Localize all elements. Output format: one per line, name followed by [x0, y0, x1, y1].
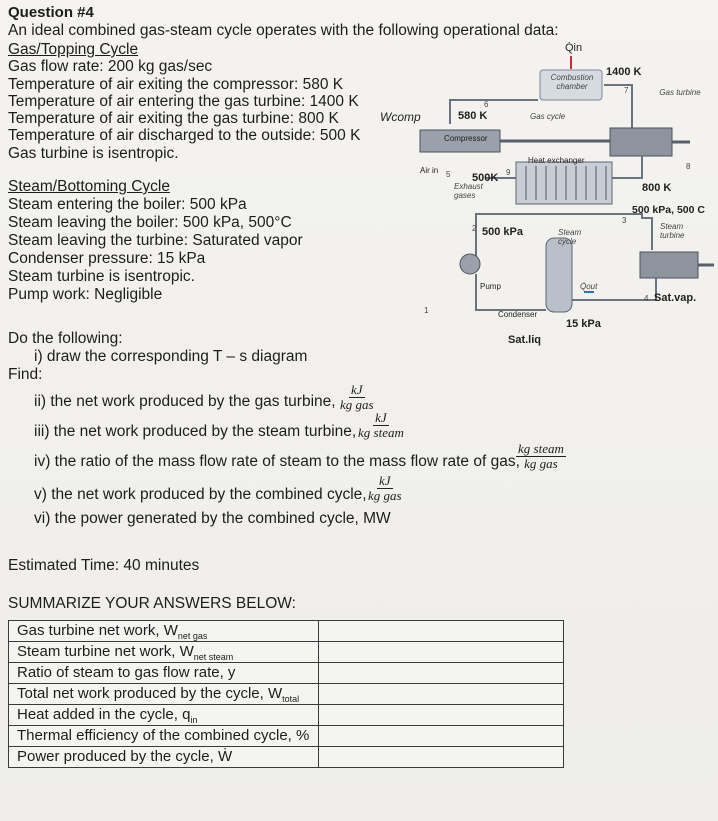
state-number: 8 — [686, 162, 691, 171]
row-label: Gas turbine net work, $W_{net gas}$ — [9, 621, 319, 642]
answer-cell[interactable] — [319, 621, 564, 642]
exhaust-label: Exhaust gases — [454, 182, 483, 200]
table-row — [9, 747, 564, 768]
steam-cycle-label: Steam cycle — [558, 228, 582, 246]
task-item: ii) the net work produced by the gas turbine, — [34, 393, 336, 410]
state-number: 3 — [622, 216, 627, 225]
gas-line: Gas turbine is isentropic. — [8, 145, 179, 162]
task-item: iii) the net work produced by the steam turbine, — [34, 423, 357, 440]
row-label: Thermal efficiency of the combined cycle, % — [9, 726, 319, 747]
table-row — [9, 663, 564, 684]
table-row — [9, 726, 564, 747]
answer-summary-table — [8, 620, 564, 768]
gas-line: Temperature of air entering the gas turbine: 1400 K — [8, 93, 359, 110]
answer-cell[interactable] — [319, 642, 564, 663]
row-label: Steam turbine net work, $W_{net steam}$ — [9, 642, 319, 663]
state-number: 7 — [624, 86, 629, 95]
gas-cycle-heading: Gas/Topping Cycle — [8, 41, 139, 58]
heat-exchanger-label: Heat exchanger — [528, 156, 585, 165]
unit-fraction: kJ kg gas — [368, 473, 402, 503]
row-label: Power produced by the cycle, Ẇ — [9, 747, 319, 768]
table-row — [9, 621, 564, 642]
find-label: Find: — [8, 366, 43, 383]
do-following-label: Do the following: — [8, 330, 123, 347]
state-3-label: 500 kPa, 500 C — [632, 204, 705, 216]
gas-turbine-label: Gas turbine — [659, 88, 701, 97]
condenser-label: Condenser — [498, 310, 538, 319]
intro-text: An ideal combined gas-steam cycle operates with the following operational data: — [8, 22, 559, 39]
gas-line: Gas flow rate: 200 kg gas/sec — [8, 58, 213, 75]
task-item: i) draw the corresponding T – s diagram — [34, 348, 308, 365]
temp-500-label: 500K — [472, 172, 499, 184]
air-in-label: Air in — [420, 166, 439, 175]
gas-cycle-label: Gas cycle — [530, 112, 566, 121]
answer-cell[interactable] — [319, 747, 564, 768]
steam-turbine-body — [640, 252, 698, 278]
unit-fraction: kJ kg steam — [358, 410, 404, 440]
combined-cycle-diagram — [380, 38, 718, 358]
steam-turbine-label: Steam turbine — [660, 222, 685, 240]
gas-turbine-body — [610, 128, 672, 156]
steam-line: Condenser pressure: 15 kPa — [8, 250, 206, 267]
state-number: 2 — [472, 224, 477, 233]
w-comp-label: Wcomp — [380, 110, 421, 124]
row-label: Total net work produced by the cycle, $W_{total}$ — [9, 684, 319, 705]
table-row — [9, 705, 564, 726]
pressure-15-label: 15 kPa — [566, 318, 601, 330]
task-item: v) the net work produced by the combined cycle, — [34, 486, 367, 503]
pump-label: Pump — [480, 282, 501, 291]
answer-cell[interactable] — [319, 726, 564, 747]
row-label: Heat added in the cycle, $q_{in}$ — [9, 705, 319, 726]
q-out-label: Q̇out — [580, 282, 598, 291]
compressor-label: Compressor — [444, 134, 488, 143]
task-item: vi) the power generated by the combined cycle, MW — [34, 510, 391, 527]
unit-fraction: kJ kg gas — [340, 382, 374, 412]
row-label: Ratio of steam to gas flow rate, y — [9, 663, 319, 684]
gas-line: Temperature of air discharged to the outside: 500 K — [8, 127, 361, 144]
steam-line: Steam leaving the boiler: 500 kPa, 500°C — [8, 214, 292, 231]
temp-580-label: 580 K — [458, 110, 488, 122]
state-number: 4 — [644, 294, 649, 303]
answer-cell[interactable] — [319, 663, 564, 684]
condenser-body — [546, 238, 572, 312]
gas-line-800 — [612, 156, 642, 178]
sat-liq-label: Sat.liq — [508, 334, 542, 346]
state-number: 1 — [424, 306, 429, 315]
estimated-time: Estimated Time: 40 minutes — [8, 557, 200, 574]
state-number: 6 — [484, 100, 489, 109]
temp-1400-label: 1400 K — [606, 66, 642, 78]
answer-cell[interactable] — [319, 705, 564, 726]
task-item: iv) the ratio of the mass flow rate of steam to the mass flow rate of gas, — [34, 453, 520, 470]
pump-body — [460, 254, 480, 274]
steam-cycle-heading: Steam/Bottoming Cycle — [8, 178, 170, 195]
table-row — [9, 684, 564, 705]
state-number: 9 — [506, 168, 511, 177]
summary-heading: SUMMARIZE YOUR ANSWERS BELOW: — [8, 595, 296, 612]
condenser-to-pump-line — [476, 274, 546, 310]
gas-line: Temperature of air exiting the gas turbine: 800 K — [8, 110, 339, 127]
unit-fraction: kg steam kg gas — [518, 441, 564, 471]
steam-line: Steam leaving the turbine: Saturated vapor — [8, 232, 303, 249]
table-row — [9, 642, 564, 663]
q-in-label: Q̇in — [565, 42, 583, 54]
steam-line: Steam entering the boiler: 500 kPa — [8, 196, 247, 213]
combustion-chamber-label: Combustion chamber — [550, 73, 594, 91]
steam-line: Pump work: Negligible — [8, 286, 163, 303]
question-title: Question #4 — [8, 4, 94, 21]
gas-line: Temperature of air exiting the compressor: 580 K — [8, 76, 344, 93]
pressure-500-label: 500 kPa — [482, 226, 523, 238]
state-number: 5 — [446, 170, 451, 179]
temp-800-label: 800 K — [642, 182, 672, 194]
heat-exchanger-box — [516, 162, 612, 204]
answer-cell[interactable] — [319, 684, 564, 705]
steam-line: Steam turbine is isentropic. — [8, 268, 195, 285]
sat-vap-label: Sat.vap. — [654, 292, 697, 304]
